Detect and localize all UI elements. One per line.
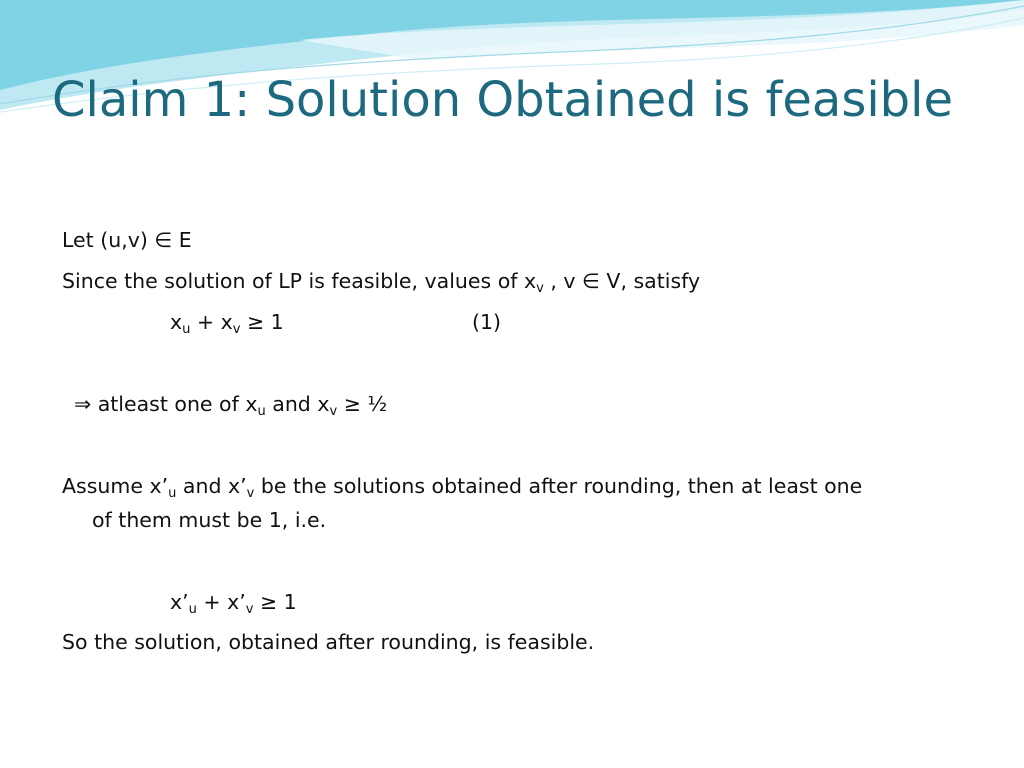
text: x’ [170,590,189,614]
text: Since the solution of LP is feasible, values of x [62,269,537,293]
text: ⇒ atleast one of x [74,392,258,416]
subscript: v [232,322,241,337]
text: and x’ [176,474,247,498]
text: be the solutions obtained after rounding, then at least one [254,474,863,498]
text: ≥ 1 [253,590,297,614]
text: + x [190,310,233,334]
line-lp-feasible [62,267,700,295]
line-let-edge: Let (u,v) ∈ E [62,228,192,252]
equation-rounded [170,588,297,616]
text: and x [265,392,330,416]
text: Assume x’ [62,474,169,498]
text: , v ∈ V, satisfy [543,269,701,293]
line-must-be-one: of them must be 1, i.e. [92,508,327,532]
line-conclusion: So the solution, obtained after rounding, is feasible. [62,630,595,654]
text: x [170,310,183,334]
subscript: v [246,486,255,501]
subscript: u [188,602,197,617]
subscript: v [329,404,338,419]
text: + x’ [196,590,246,614]
line-assume-rounding [62,472,862,500]
subscript: u [257,404,266,419]
text: ≥ 1 [240,310,284,334]
slide-title: Claim 1: Solution Obtained is feasible [52,72,954,128]
equation-1 [170,308,284,336]
subscript: u [168,486,177,501]
line-implies-half [74,390,387,418]
text: ≥ ½ [337,392,388,416]
subscript: v [536,281,544,296]
subscript: v [245,602,254,617]
subscript: u [182,322,191,337]
equation-number: (1) [472,310,502,334]
